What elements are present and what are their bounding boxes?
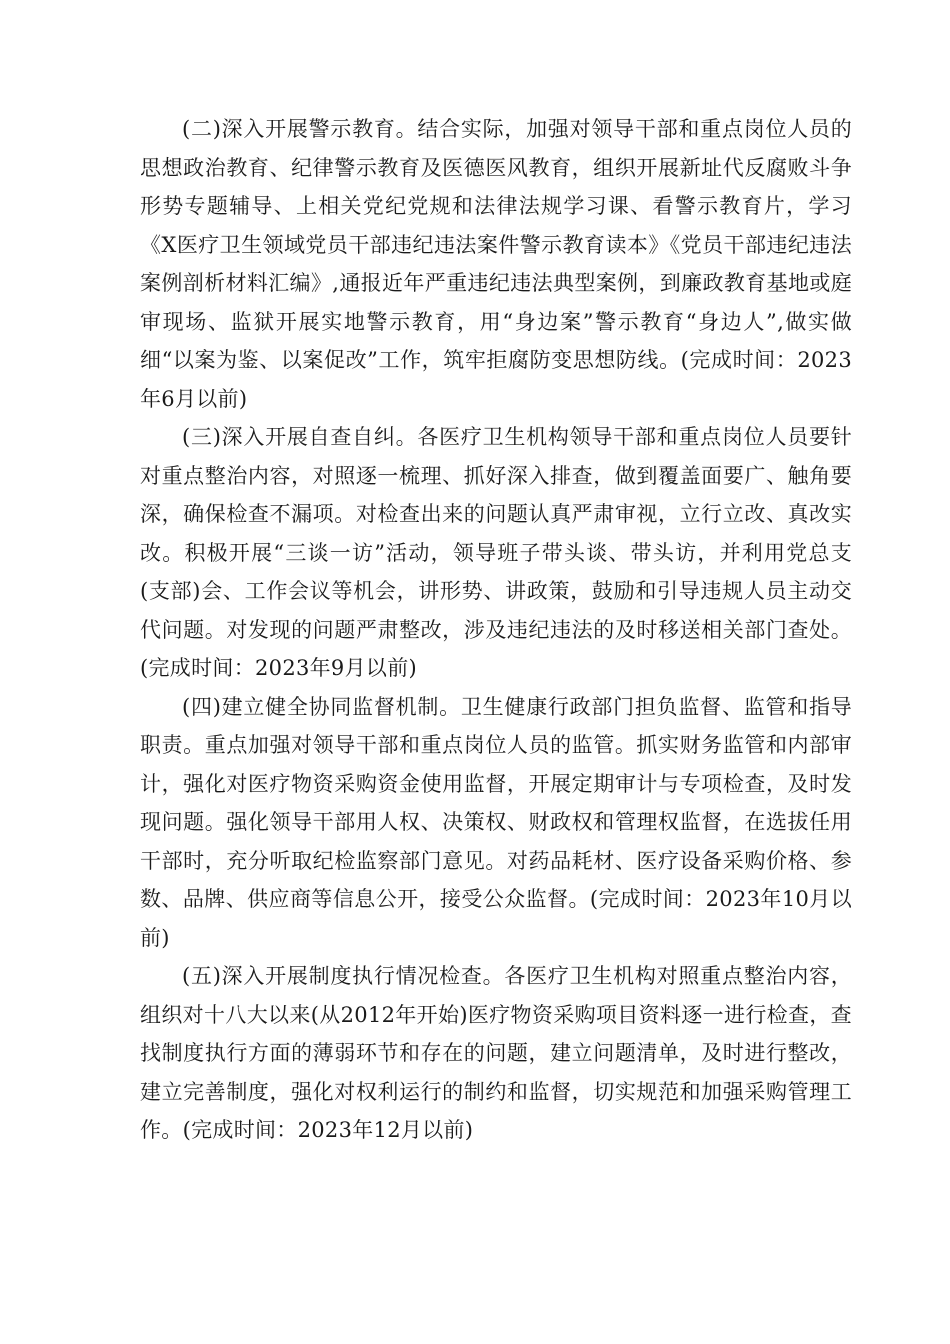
paragraph-supervision-mechanism: (四)建立健全协同监督机制。卫生健康行政部门担负监督、监管和指导职责。重点加强对领导干部和重点岗位人员的监管。抓实财务监管和内部审计，强化对医疗物资采购资金使用监督，开展定期审计与专项检查，及时发现问题。强化领导干部用人权、决策权、财政权和管理权监督，在选拔任用干部时，充分听取纪检监察部门意见。对药品耗材、医疗设备采购价格、参数、品牌、供应商等信息公开，接受公众监督。(完成时间：2023年10月以前) xyxy=(140,694,852,950)
document-body xyxy=(140,110,852,1150)
paragraph-system-execution-check: (五)深入开展制度执行情况检查。各医疗卫生机构对照重点整治内容，组织对十八大以来(从2012年开始)医疗物资采购项目资料逐一进行检查，查找制度执行方面的薄弱环节和存在的问题，建立问题清单，及时进行整改，建立完善制度，强化对权利运行的制约和监督，切实规范和加强采购管理工作。(完成时间：2023年12月以前) xyxy=(140,964,852,1142)
paragraph-warning-education: (二)深入开展警示教育。结合实际，加强对领导干部和重点岗位人员的思想政治教育、纪律警示教育及医德医风教育，组织开展新址代反腐败斗争形势专题辅导、上相关党纪党规和法律法规学习课、看警示教育片，学习《X医疗卫生领域党员干部违纪违法案件警示教育读本》《党员干部违纪违法案例剖析材料汇编》,通报近年严重违纪违法典型案例，到廉政教育基地或庭审现场、监狱开展实地警示教育，用“身边案”警示教育“身边人”,做实做细“以案为鉴、以案促改”工作，筑牢拒腐防变思想防线。(完成时间：2023年6月以前) xyxy=(140,117,852,411)
paragraph-self-inspection: (三)深入开展自查自纠。各医疗卫生机构领导干部和重点岗位人员要针对重点整治内容，对照逐一梳理、抓好深入排查，做到覆盖面要广、触角要深，确保检查不漏项。对检查出来的问题认真严肃审视，立行立改、真改实改。积极开展“三谈一访”活动，领导班子带头谈、带头访，并利用党总支(支部)会、工作会议等机会，讲形势、讲政策，鼓励和引导违规人员主动交代问题。对发现的问题严肃整改，涉及违纪违法的及时移送相关部门查处。(完成时间：2023年9月以前) xyxy=(140,425,852,680)
